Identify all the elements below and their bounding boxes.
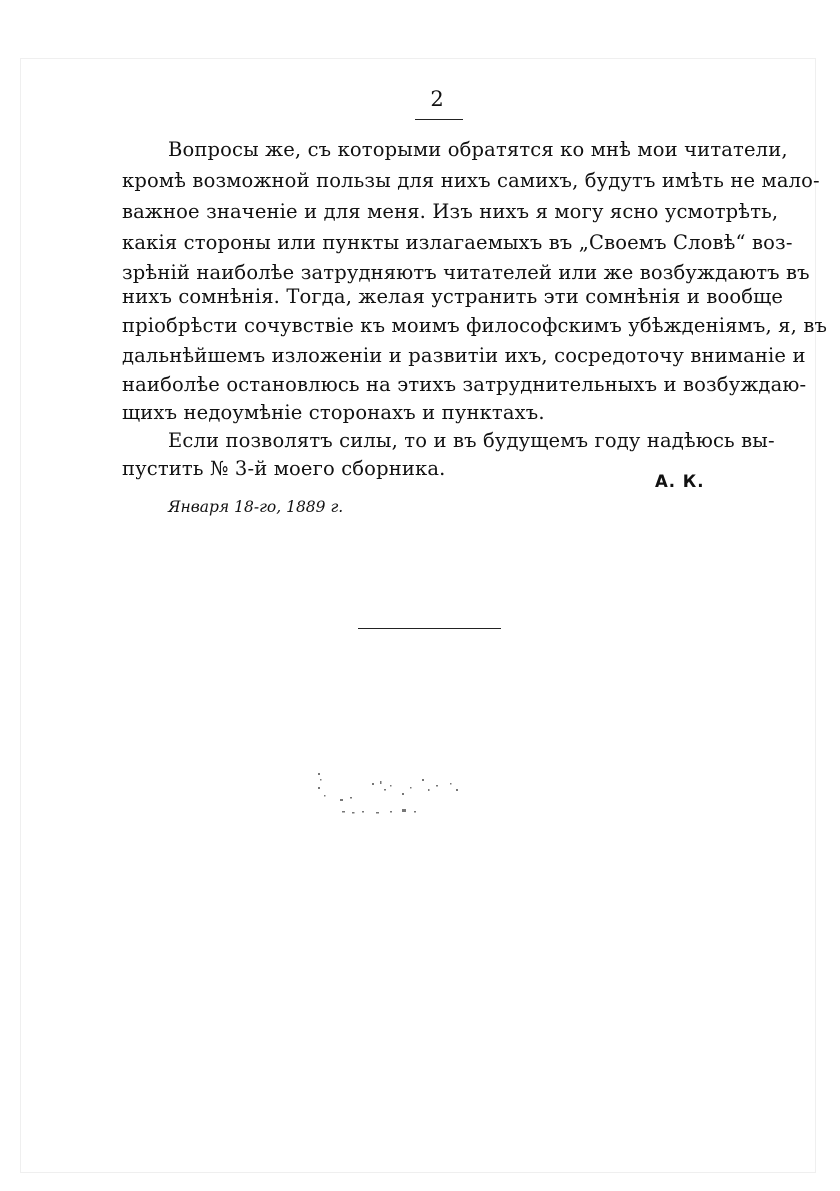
page-number-underline — [415, 119, 463, 120]
page-number: 2 — [430, 87, 444, 111]
paragraph-1-line-2: кромѣ возможной пользы для нихъ самихъ, будутъ имѣть не мало- — [122, 169, 820, 192]
faded-library-stamp-mark — [310, 765, 470, 825]
paragraph-2-line-1: Если позволятъ силы, то и въ будущемъ году надѣюсь вы- — [168, 429, 775, 452]
paragraph-1-line-10: щихъ недоумѣніе сторонахъ и пунктахъ. — [122, 401, 545, 424]
document-date: Января 18-го, 1889 г. — [168, 498, 344, 516]
paragraph-1-line-8: дальнѣйшемъ изложеніи и развитіи ихъ, сосредоточу вниманіе и — [122, 344, 806, 367]
paragraph-2-line-2: пустить № 3-й моего сборника. — [122, 457, 446, 480]
paragraph-1-line-6: нихъ сомнѣнія. Тогда, желая устранить эти сомнѣнія и вообще — [122, 285, 784, 308]
paragraph-1-line-9: наиболѣе остановлюсь на этихъ затруднительныхъ и возбуждаю- — [122, 373, 807, 396]
document-page — [20, 58, 828, 1173]
paragraph-1-line-1: Вопросы же, съ которыми обратятся ко мнѣ мои читатели, — [168, 138, 788, 161]
paragraph-1-line-3: важное значеніе и для меня. Изъ нихъ я могу ясно усмотрѣть, — [122, 200, 779, 223]
author-signature: А. К. — [655, 472, 705, 491]
paragraph-1-line-4: какія стороны или пункты излагаемыхъ въ „Своемъ Словѣ“ воз- — [122, 231, 793, 254]
end-divider-rule — [358, 628, 501, 629]
paragraph-1-line-7: пріобрѣсти сочувствіе къ моимъ философскимъ убѣжденіямъ, я, въ — [122, 314, 828, 337]
paragraph-1-line-5: зрѣній наиболѣе затрудняютъ читателей или же возбуждаютъ въ — [122, 261, 810, 284]
